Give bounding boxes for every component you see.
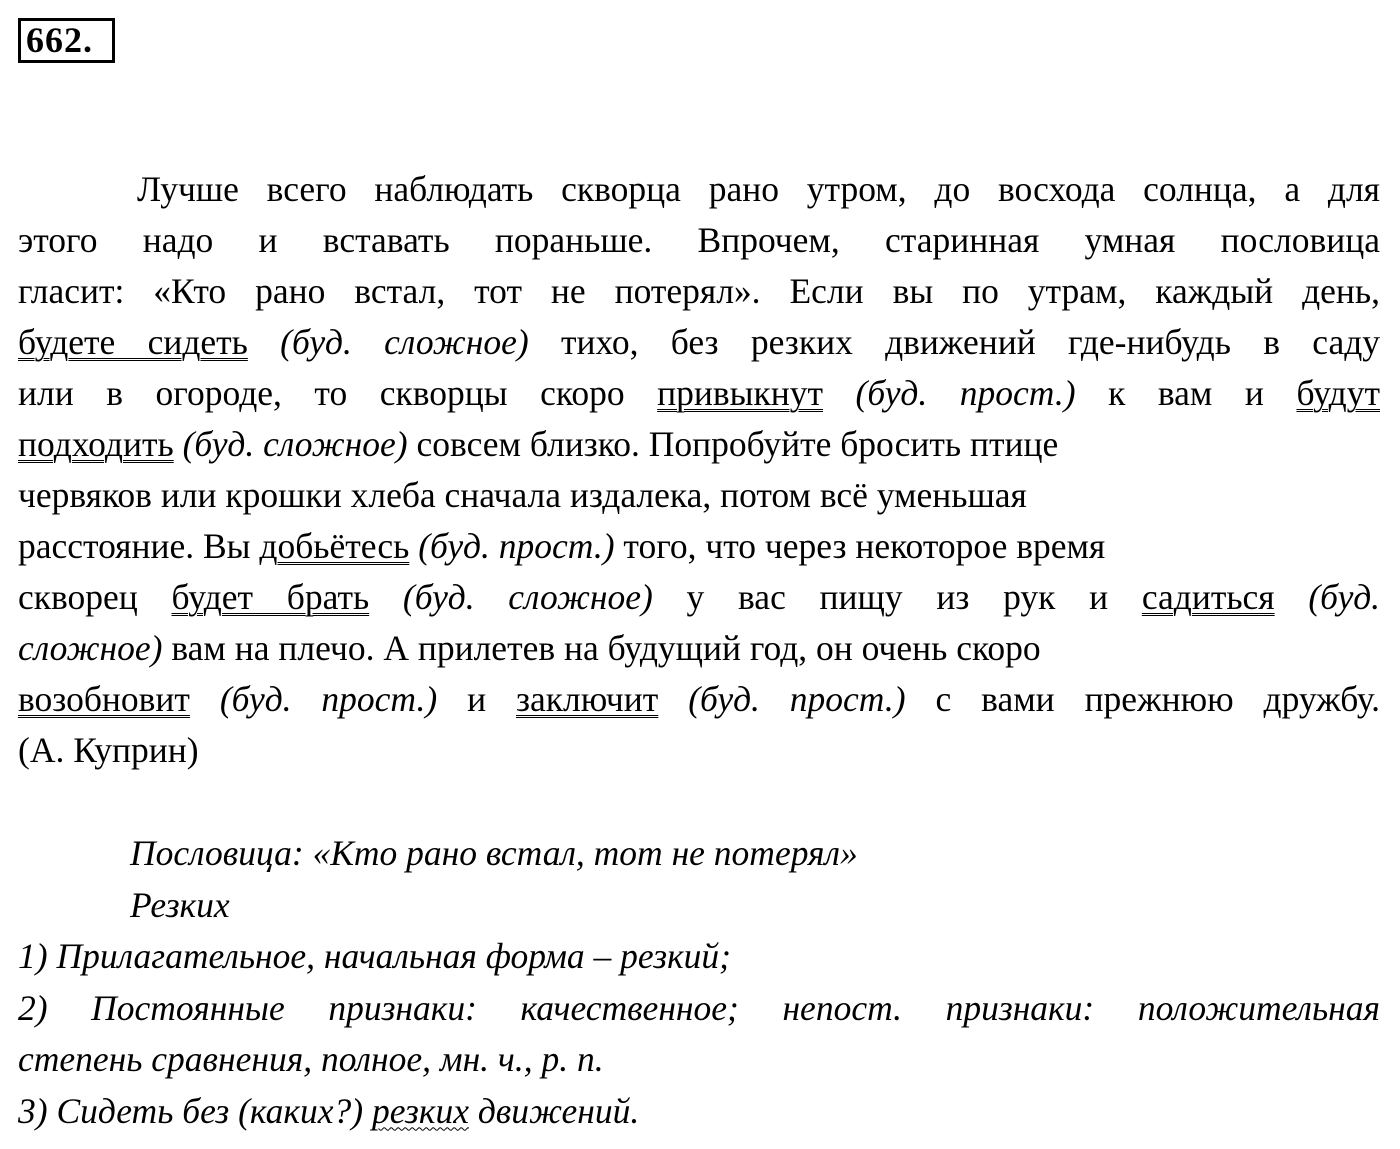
text-line: червяков или крошки хлеба сначала издалека, потом всё уменьшая — [18, 475, 1027, 515]
text-fragment: и — [467, 679, 487, 719]
text-fragment: вам на плечо. А прилетев на будущий год, он очень скоро — [171, 628, 1041, 668]
verb-note: (буд. прост.) — [688, 679, 906, 719]
verb-note: сложное) — [18, 628, 163, 668]
verb-underlined: садиться — [1141, 577, 1275, 617]
text-line — [18, 674, 1380, 725]
exercise-number: 662. — [18, 18, 115, 63]
verb-underlined: заключит — [516, 679, 659, 719]
text-line — [18, 623, 1380, 674]
text-fragment: скворец — [18, 577, 138, 617]
analysis-point — [18, 1086, 1380, 1138]
verb-underlined: привыкнут — [657, 373, 824, 413]
analyzed-word: Резких — [130, 884, 230, 925]
proverb-line: Пословица: «Кто рано встал, тот не потерял» — [130, 833, 858, 873]
verb-underlined: возобновит — [18, 679, 190, 719]
verb-underlined: будут — [1296, 373, 1380, 413]
verb-underlined: добьётесь — [259, 526, 410, 566]
analysis-point: 1) Прилагательное, начальная форма – резкий; — [18, 936, 731, 976]
analysis-point: степень сравнения, полное, мн. ч., р. п. — [18, 1039, 604, 1079]
text-line — [18, 521, 1380, 572]
text-fragment: с вами прежнюю дружбу. — [935, 679, 1381, 719]
text-fragment: к вам и — [1108, 373, 1264, 413]
verb-note: (буд. прост.) — [219, 679, 438, 719]
text-fragment: у вас пищу из рук и — [686, 577, 1109, 617]
verb-note: (буд. сложное) — [402, 577, 653, 617]
text-line: Лучше всего наблюдать скворца рано утром, до восхода солнца, а для — [137, 169, 1380, 209]
text-line — [18, 572, 1380, 623]
verb-note: (буд. сложное) — [280, 322, 529, 362]
text-line — [18, 368, 1380, 419]
text-line: этого надо и вставать пораньше. Впрочем, старинная умная пословица — [18, 220, 1380, 260]
word-wavy-underlined: резких — [371, 1090, 469, 1131]
text-fragment: или в огороде, то скворцы скоро — [18, 373, 625, 413]
analysis-section — [18, 828, 1380, 1137]
text-fragment: 3) Сидеть без (каких?) — [18, 1090, 364, 1131]
verb-underlined: подходить — [18, 424, 174, 464]
analysis-point: 2) Постоянные признаки: качественное; непост. признаки: положительная — [18, 987, 1380, 1028]
verb-note: (буд. — [1308, 577, 1381, 617]
text-fragment: тихо, без резких движений где-нибудь в саду — [560, 322, 1381, 362]
verb-underlined: будет брать — [171, 577, 370, 617]
verb-note: (буд. сложное) — [182, 424, 408, 464]
main-text — [18, 164, 1380, 776]
text-fragment: совсем близко. Попробуйте бросить птице — [416, 424, 1059, 464]
text-fragment: того, что через некоторое время — [623, 526, 1106, 566]
text-line — [18, 317, 1380, 368]
text-fragment: расстояние. Вы — [18, 526, 251, 566]
text-fragment: движений. — [477, 1090, 640, 1131]
verb-underlined: будете сидеть — [18, 322, 248, 362]
verb-note: (буд. прост.) — [855, 373, 1076, 413]
author-line: (А. Куприн) — [18, 730, 199, 770]
text-line: гласит: «Кто рано встал, тот не потерял». Если вы по утрам, каждый день, — [18, 271, 1380, 311]
text-line — [18, 419, 1380, 470]
verb-note: (буд. прост.) — [418, 526, 615, 566]
